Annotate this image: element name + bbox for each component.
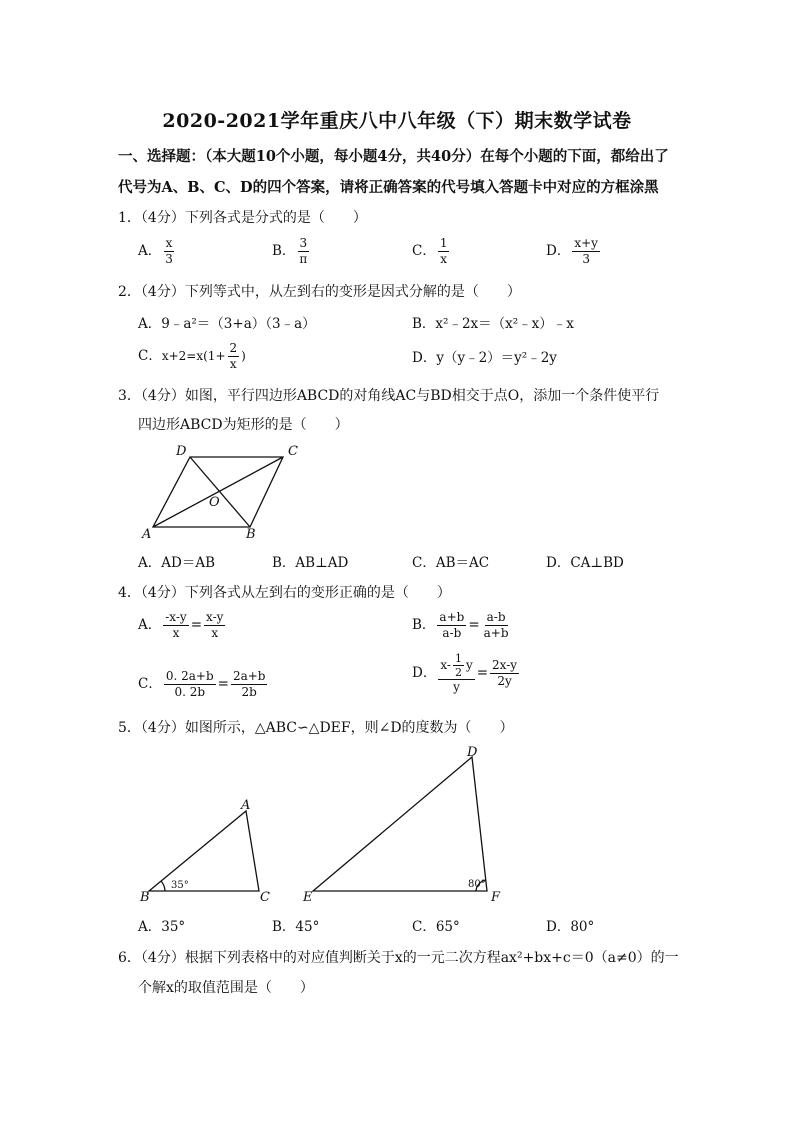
q3-option-d: D．CA⊥BD bbox=[546, 555, 624, 571]
q3-stem-line2: 四边形ABCD为矩形的是（ ） bbox=[138, 417, 349, 433]
q3-option-b: B．AB⊥AD bbox=[272, 555, 349, 571]
label-c: C bbox=[260, 890, 270, 905]
label-f: F bbox=[491, 890, 501, 905]
q6-stem-line2: 个解x的取值范围是（ ） bbox=[138, 980, 314, 996]
q5-option-a: A．35° bbox=[138, 919, 186, 935]
q3-parallelogram-figure bbox=[130, 438, 310, 546]
q3-stem-line1: 3．（4分）如图，平行四边形ABCD的对角线AC与BD相交于点O，添加一个条件使平行 bbox=[118, 388, 660, 404]
q2-stem: 2．（4分）下列等式中，从左到右的变形是因式分解的是（ ） bbox=[118, 284, 521, 300]
label-o: O bbox=[209, 495, 220, 510]
q4-stem: 4．（4分）下列各式从左到右的变形正确的是（ ） bbox=[118, 585, 451, 601]
q4-option-d: D． x- $\frac{1}{2}$ y y = $\frac{2x-y}{2y}$ bbox=[412, 652, 518, 694]
q5-option-c: C．65° bbox=[412, 919, 460, 935]
q5-option-b: B．45° bbox=[272, 919, 320, 935]
q5-similar-triangles-figure bbox=[130, 738, 520, 910]
label-e: E bbox=[303, 890, 313, 905]
label-d: D bbox=[467, 745, 478, 760]
q1-option-a: A． $\frac{x}{3}$ bbox=[138, 236, 173, 266]
triangle-def bbox=[313, 757, 487, 891]
q1-option-d: D． $\frac{x+y}{3}$ bbox=[546, 236, 598, 266]
angle-b-value: 35° bbox=[171, 880, 189, 891]
q2-option-c: C．x+2=x(1+ $\frac{2}{x}$ ) bbox=[138, 341, 246, 371]
q3-option-c: C．AB＝AC bbox=[412, 555, 490, 571]
q4-option-b: B． $\frac{a+b}{a-b}$ = $\frac{a-b}{a+b}$ bbox=[412, 610, 509, 640]
angle-b-arc bbox=[161, 881, 165, 891]
q4-option-a: A． $\frac{-x-y}{x}$ = $\frac{x-y}{x}$ bbox=[138, 610, 224, 640]
label-c: C bbox=[288, 444, 298, 459]
q1-option-b: B． $\frac{3}{\pi}$ bbox=[272, 236, 308, 266]
q6-stem-line1: 6．（4分）根据下列表格中的对应值判断关于x的一元二次方程ax²+bx+c＝0（a≠0）的一 bbox=[118, 950, 679, 966]
q2-option-a: A．9﹣a²＝（3+a）（3﹣a） bbox=[138, 316, 316, 332]
label-d: D bbox=[176, 444, 187, 459]
angle-f-value: 80° bbox=[468, 879, 486, 890]
page-title: 2020-2021学年重庆八中八年级（下）期末数学试卷 bbox=[162, 110, 632, 132]
q5-option-d: D．80° bbox=[546, 919, 595, 935]
q2-option-d: D．y（y﹣2）＝y²﹣2y bbox=[412, 350, 557, 366]
q1-stem: 1．（4分）下列各式是分式的是（ ） bbox=[118, 210, 367, 226]
diagonal-ac bbox=[153, 457, 283, 527]
q4-option-c: C． $\frac{0. 2a+b}{0. 2b}$ = $\frac{2a+b}{2b}$ bbox=[138, 669, 266, 699]
q5-stem: 5．（4分）如图所示，△ABC∽△DEF，则∠D的度数为（ ） bbox=[118, 720, 514, 736]
label-b: B bbox=[140, 890, 150, 905]
diagonal-bd bbox=[190, 457, 250, 527]
label-b: B bbox=[246, 527, 256, 542]
label-a: A bbox=[241, 798, 251, 813]
q3-option-a: A．AD＝AB bbox=[138, 555, 215, 571]
section-heading-line1: 一、选择题：（本大题10个小题，每小题4分，共40分）在每个小题的下面，都给出了 bbox=[118, 148, 669, 165]
triangle-abc bbox=[149, 811, 259, 891]
section-heading-line2: 代号为A、B、C、D的四个答案，请将正确答案的代号填入答题卡中对应的方框涂黑 bbox=[118, 179, 659, 196]
q1-option-c: C． $\frac{1}{x}$ bbox=[412, 236, 448, 266]
label-a: A bbox=[142, 527, 152, 542]
q2-option-b: B．x²﹣2x＝（x²﹣x）﹣x bbox=[412, 316, 574, 332]
